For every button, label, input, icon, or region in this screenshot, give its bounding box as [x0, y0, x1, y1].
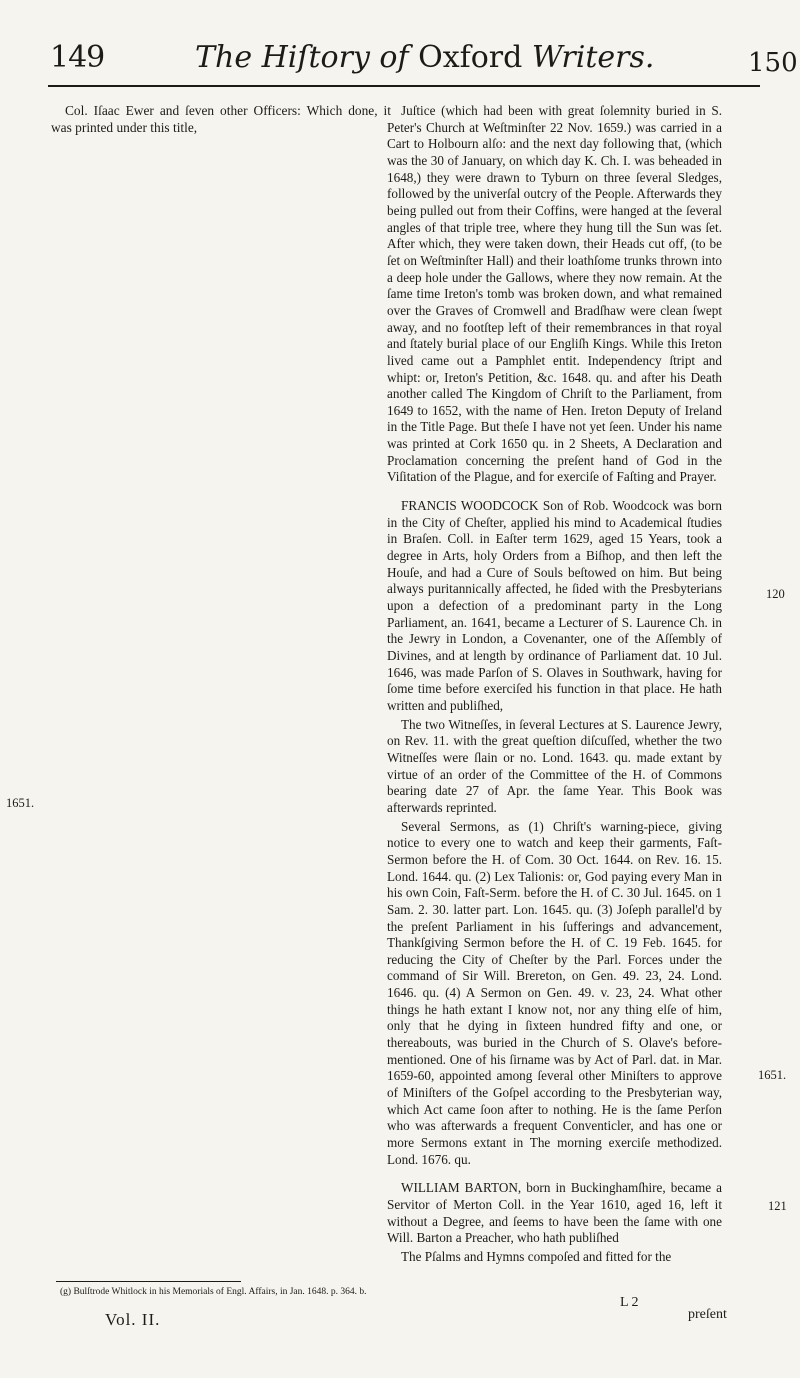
- entry-woodcock: FRANCIS WOODCOCK Son of Rob. Woodcock was born in the City of Cheſter, applied his mind to Academical ſtudies in Braſen. Coll. in Eaſter term 1629, aged 15 Years, took a degree in Arts, holy Orders from a Biſhop, and then left the Houſe, and had a Cure of Souls beſtowed on him. But being always puritannically affected, he ſided with the Presbyterians upon a defection of a predominant party in the Long Parliament, an. 1641, became a Lecturer of S. Laurence Ch. in the Jewry in London, a Covenanter, one of the Aſſembly of Divines, and at length by ordinance of Parliament dat. 10 Jul. 1646, was made Parſon of S. Olaves in Southwark, having for ſome time before exerciſed his function in that place. He hath written and publiſhed,: [387, 498, 722, 713]
- running-title-part1: The Hiſtory of: [195, 40, 419, 75]
- volume-signature: Vol. II.: [105, 1310, 161, 1329]
- running-title: [195, 40, 654, 75]
- paragraph: The two Witneſſes, in ſeveral Lectures at S. Laurence Jewry, on Rev. 11. with the great queſtion diſcuſſed, whether the two Witneſſes were ſlain or no. Lond. 1643. qu. made extant by virtue of an order of the Committee of the H. of Commons bearing date 27 of Apr. the ſame Year. This Book was afterwards reprinted.: [387, 716, 722, 815]
- margin-note-121: 121: [768, 1199, 787, 1213]
- margin-note-1651-left: 1651.: [6, 796, 35, 810]
- margin-note-120: 120: [766, 587, 785, 601]
- left-column: [51, 103, 391, 137]
- running-title-part3: Writers.: [522, 40, 655, 75]
- running-title-part2: Oxford: [418, 40, 523, 75]
- paragraph: Col. Iſaac Ewer and ſeven other Officers: Which done, it was printed under this title,: [51, 103, 391, 135]
- paragraph: The Pſalms and Hymns compoſed and fitted for the: [401, 1248, 672, 1264]
- margin-note-1651-right: 1651.: [758, 1068, 787, 1082]
- entry-barton: WILLIAM BARTON, born in Buckinghamſhire, became a Servitor of Merton Coll. in the Year 1610, aged 16, left it without a Degree, and ſeems to have been the ſame with one Will. Barton a Preacher, who hath publiſhed: [387, 1180, 722, 1246]
- paragraph: Several Sermons, as (1) Chriſt's warning-piece, giving notice to every one to watch and keep their garments, Faſt-Sermon before the H. of Com. 30 Oct. 1644. on Rev. 16. 15. Lond. 1644. qu. (2) Lex Talionis: or, God paying every Man in his own Coin, Faſt-Serm. before the H. of C. 30 Jul. 1645. on 1 Sam. 2. 30. latter part. Lon. 1645. qu. (3) Joſeph parallel'd by the preſent Parliament in his ſufferings and advancement, Thankſgiving Sermon before the H. of C. 19 Feb. 1645. for reducing the City of Cheſter by the Parl. Forces under the command of Sir Will. Brereton, on Gen. 49. 23, 24. Lond. 1646. qu. (4) A Sermon on Gen. 49. v. 23, 24. What other things he hath extant I know not, nor any thing elſe of him, only that he dying in ſixteen hundred fifty and one, or thereabouts, was buried in the Church of S. Olave's before-mentioned. One of his ſirname was by Act of Parl. dat. in Mar. 1659-60, appointed among ſeveral other Miniſters to approve of Miniſters of the Goſpel according to the Presbyterian way, which Act came ſoon after to nothing. He is the ſame Perſon who was afterwards a frequent Conventicler, and has one or more Sermons extant in The morning exerciſe methodized. Lond. 1676. qu.: [387, 818, 722, 1167]
- page-number-right: 150: [748, 48, 798, 78]
- page-number-left: 149: [50, 40, 105, 75]
- signature-mark: L 2: [620, 1295, 639, 1310]
- footnote: (g) Bulſtrode Whitlock in his Memorials of Engl. Affairs, in Jan. 1648. p. 364. b.: [60, 1287, 367, 1297]
- catchword: preſent: [688, 1307, 727, 1322]
- paragraph: Juſtice (which had been with great ſolemnity buried in S. Peter's Church at Weſtminſter 22 Nov. 1659.) was carried in a Cart to Holbourn alſo: and the next day following that, (which was the 30 of January, on which day K. Ch. I. was beheaded in 1648,) they were drawn to Tyburn on three ſeveral Sledges, followed by the univerſal outcry of the People. Afterwards they being pulled out from their Coffins, were hanged at the ſeveral angles of that triple tree, where they hung till the Sun was ſet. After which, they were taken down, their Heads cut off, (to be ſet on Weſtminſter Hall) and their loathſome trunks thrown into a deep hole under the Gallows, where they now remain. At the ſame time Ireton's tomb was broken down, and what remained over the Graves of Cromwell and Bradſhaw were clean ſwept away, and no footſtep left of their remembrances in that royal and ſtately burial place of our Engliſh Kings. While this Ireton lived came out a Pamphlet entit. Independency ſtript and whipt: or, Ireton's Petition, &c. 1648. qu. and after his Death another called The Kingdom of Chriſt to the Parliament, from 1649 to 1652, with the name of Hen. Ireton Deputy of Ireland in the Title Page. But theſe I have not yet ſeen. Under his name was printed at Cork 1650 qu. in 2 Sheets, A Declaration and Proclamation concerning the preſent hand of God in the Viſitation of the Plague, and for exerciſe of Faſting and Prayer.: [387, 103, 722, 485]
- header-rule: [48, 85, 760, 87]
- page-header: [0, 38, 800, 88]
- right-column: [387, 103, 722, 1266]
- footnote-rule: [56, 1281, 241, 1282]
